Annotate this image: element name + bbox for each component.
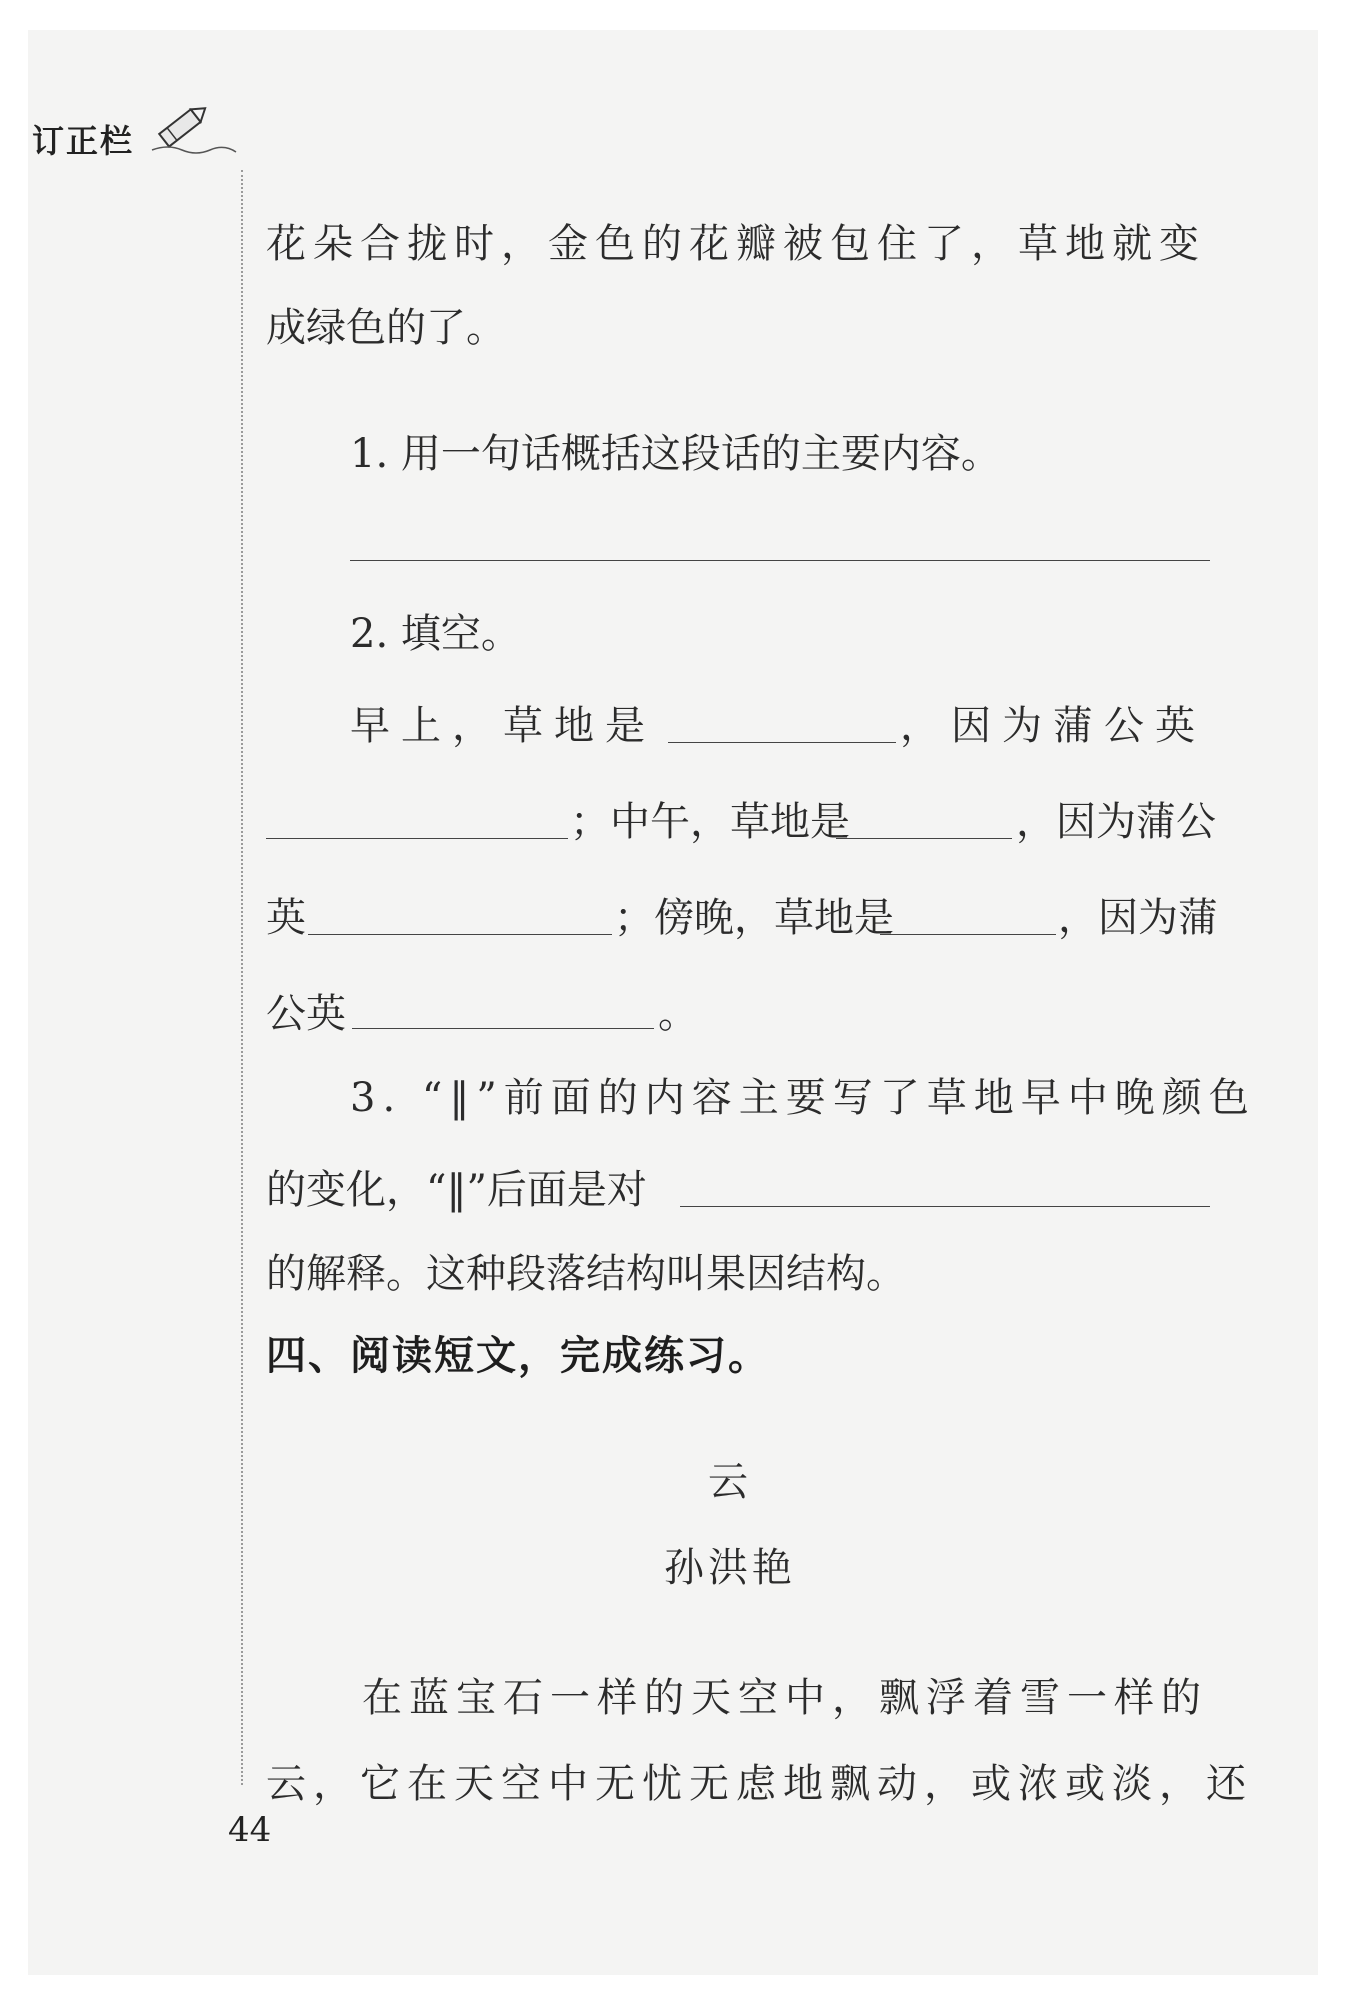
passage-line-2: 成绿色的了。 (266, 305, 506, 351)
blank-morning-reason[interactable] (266, 838, 568, 839)
question-2-text-ying: 英 (266, 895, 306, 941)
page-number: 44 (228, 1810, 272, 1850)
question-2-text-noon: ；中午，草地是 (570, 799, 850, 845)
question-2-text-because-1: ，因为蒲公英 (900, 703, 1206, 749)
passage-line-1: 花朵合拢时，金色的花瓣被包住了，草地就变 (266, 221, 1206, 267)
question-2-text-period: 。 (658, 991, 698, 1037)
blank-morning-color[interactable] (668, 742, 896, 743)
question-2-text-because-2: ，因为蒲公 (1016, 799, 1216, 845)
article-line-1: 在蓝宝石一样的天空中，飘浮着雪一样的 (362, 1675, 1208, 1721)
question-3-answer-blank[interactable] (680, 1206, 1210, 1207)
question-2-text-evening: ；傍晚，草地是 (614, 895, 894, 941)
section-4-heading: 四、阅读短文，完成练习。 (266, 1333, 770, 1379)
margin-dotted-line (241, 170, 243, 1785)
question-2-text-morning: 早上，草地是 (350, 703, 656, 749)
question-1-answer-blank[interactable] (350, 560, 1210, 561)
correction-column-label: 订正栏 (32, 122, 135, 160)
blank-evening-reason[interactable] (352, 1028, 654, 1029)
article-author: 孙洪艳 (664, 1545, 796, 1591)
article-title: 云 (708, 1459, 752, 1505)
question-1-prompt: 1. 用一句话概括这段话的主要内容。 (350, 431, 1001, 477)
question-2-text-gongying: 公英 (266, 991, 346, 1037)
question-2-prompt: 2. 填空。 (350, 611, 521, 657)
article-line-2: 云，它在天空中无忧无虑地飘动，或浓或淡，还 (266, 1761, 1253, 1807)
blank-noon-reason[interactable] (308, 934, 612, 935)
question-3-line-3: 的解释。这种段落结构叫果因结构。 (266, 1251, 906, 1297)
pencil-icon (148, 100, 238, 164)
question-3-line-2: 的变化，“‖”后面是对 (266, 1167, 647, 1213)
blank-evening-color[interactable] (880, 934, 1056, 935)
blank-noon-color[interactable] (836, 838, 1012, 839)
question-2-text-because-3: ，因为蒲 (1058, 895, 1218, 941)
question-3-line-1: 3. “‖”前面的内容主要写了草地早中晚颜色 (350, 1075, 1256, 1121)
